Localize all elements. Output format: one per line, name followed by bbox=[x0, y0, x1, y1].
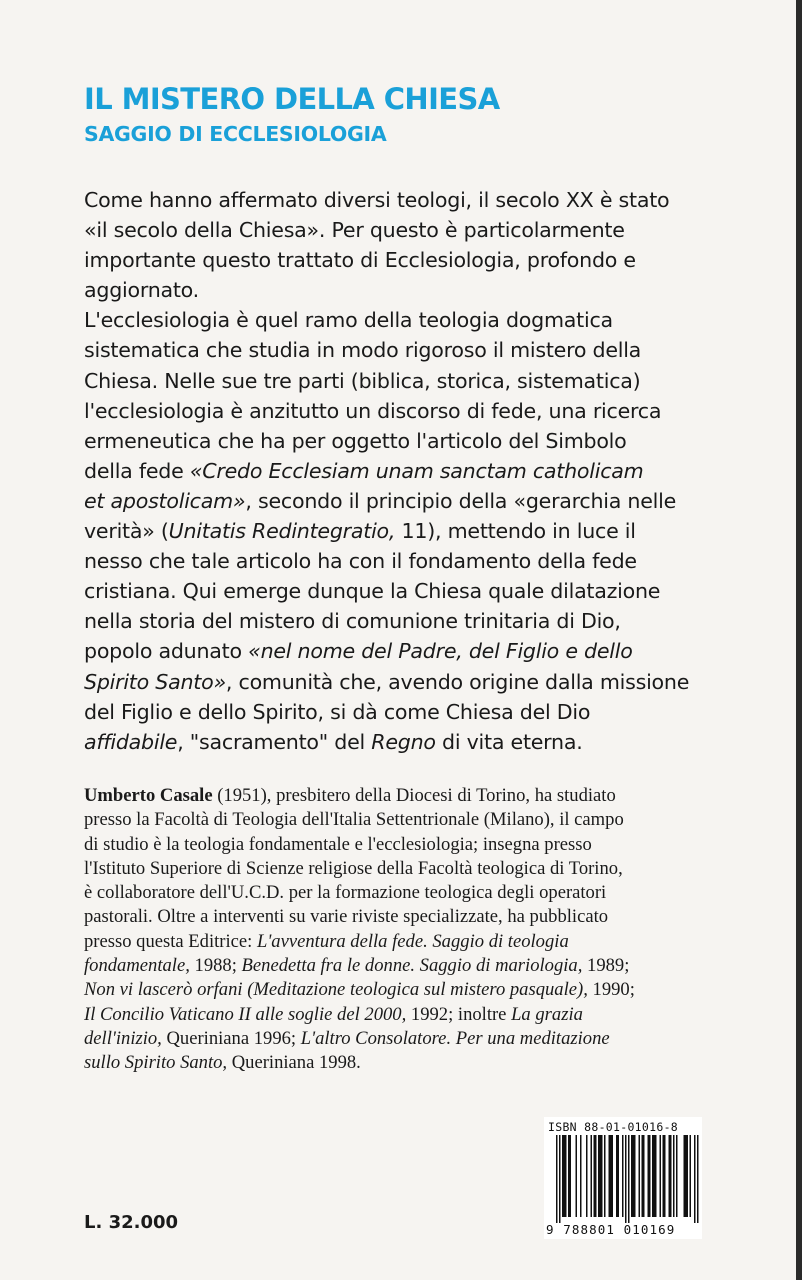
barcode-bar bbox=[676, 1135, 678, 1217]
bio-text-run: Benedetta fra le donne. Saggio di mariologia, bbox=[241, 955, 583, 977]
blurb-line bbox=[84, 426, 784, 456]
bio-text-run: Il Concilio Vaticano II alle soglie del 2000, bbox=[84, 1003, 407, 1025]
blurb-line bbox=[84, 275, 784, 305]
bio-text-run: sullo Spirito Santo, bbox=[84, 1052, 228, 1074]
bio-line bbox=[84, 881, 784, 905]
blurb-line bbox=[84, 546, 784, 576]
bio-text-run: La grazia bbox=[511, 1003, 583, 1025]
bio-line bbox=[84, 784, 784, 808]
barcode-bar bbox=[642, 1135, 644, 1217]
blurb-line bbox=[84, 667, 784, 697]
barcode-bar bbox=[684, 1135, 686, 1217]
bio-line bbox=[84, 954, 784, 978]
bio-text-run: l'Istituto Superiore di Scienze religiose della Facoltà teologica di Torino, bbox=[84, 857, 623, 879]
barcode-bar bbox=[612, 1135, 614, 1217]
page-edge bbox=[796, 0, 802, 1280]
barcode-bar bbox=[610, 1135, 612, 1217]
barcode-bar bbox=[595, 1135, 597, 1217]
blurb-line bbox=[84, 576, 784, 606]
blurb-line bbox=[84, 456, 784, 486]
barcode-bar bbox=[559, 1135, 561, 1223]
blurb-text-run: , comunità che, avendo origine dalla missione bbox=[225, 669, 690, 694]
bio-line bbox=[84, 978, 784, 1002]
bio-text-run: pastorali. Oltre a interventi su varie riviste specializzate, ha pubblicato bbox=[84, 906, 609, 928]
barcode-bar bbox=[669, 1135, 671, 1217]
blurb-line bbox=[84, 606, 784, 636]
barcode-bar bbox=[690, 1135, 692, 1217]
bio-text-run: presso questa Editrice: bbox=[84, 930, 257, 952]
blurb-text-run: «Credo Ecclesiam unam sanctam catholicam bbox=[189, 458, 644, 483]
barcode-bar bbox=[660, 1135, 662, 1217]
barcode-bar bbox=[664, 1135, 666, 1217]
bio-line bbox=[84, 833, 784, 857]
barcode-bar bbox=[670, 1135, 672, 1217]
barcode-bar bbox=[562, 1135, 564, 1217]
barcode-bar bbox=[687, 1135, 689, 1217]
blurb-text-run: della fede bbox=[84, 458, 190, 483]
bio-line bbox=[84, 905, 784, 929]
barcode-bar bbox=[697, 1135, 699, 1223]
blurb-text-run: Regno bbox=[371, 729, 436, 754]
blurb-text-run: popolo adunato bbox=[84, 639, 249, 664]
book-title: IL MISTERO DELLA CHIESA bbox=[84, 82, 500, 116]
blurb-line bbox=[84, 486, 784, 516]
bio-line bbox=[84, 808, 784, 832]
blurb-line bbox=[84, 396, 784, 426]
bio-text-run: Queriniana 1998. bbox=[227, 1052, 361, 1074]
book-subtitle: SAGGIO DI ECCLESIOLOGIA bbox=[84, 122, 387, 146]
blurb-text-run: 11), mettendo in luce il bbox=[395, 519, 636, 544]
blurb-line bbox=[84, 305, 784, 335]
blurb-text-run: «il secolo della Chiesa». Per questo è particolarmente bbox=[84, 218, 625, 243]
blurb-text-run: aggiornato. bbox=[84, 278, 199, 303]
barcode-bar bbox=[601, 1135, 603, 1217]
blurb-text-run: L'ecclesiologia è quel ramo della teologia dogmatica bbox=[84, 308, 613, 333]
barcode-bar bbox=[616, 1135, 618, 1217]
bio-text-run: di studio è la teologia fondamentale e l'ecclesiologia; insegna presso bbox=[84, 833, 592, 855]
bio-line bbox=[84, 1051, 784, 1075]
bio-text-run: L'altro Consolatore. Per una meditazione bbox=[300, 1027, 610, 1049]
bio-text-run: Umberto Casale bbox=[84, 785, 213, 806]
barcode-bar bbox=[622, 1135, 624, 1217]
bio-text-run: Queriniana 1996; bbox=[161, 1027, 301, 1049]
bio-text-run: (1951), presbitero della Diocesi di Torino, ha studiato bbox=[212, 785, 616, 806]
blurb-line bbox=[84, 335, 784, 365]
barcode-bar bbox=[591, 1135, 593, 1217]
blurb-text-run: «nel nome del Padre, del Figlio e dello bbox=[248, 639, 633, 664]
barcode-bar bbox=[633, 1135, 635, 1217]
barcode-bar bbox=[639, 1135, 641, 1217]
bio-text-run: è collaboratore dell'U.C.D. per la formazione teologica degli operatori bbox=[84, 882, 607, 904]
barcode-bar bbox=[655, 1135, 657, 1217]
bio-text-run: dell'inizio, bbox=[84, 1027, 162, 1049]
blurb-text bbox=[84, 185, 784, 757]
blurb-line bbox=[84, 636, 784, 666]
blurb-text-run: Chiesa. Nelle sue tre parti (biblica, storica, sistematica) bbox=[84, 368, 641, 393]
barcode-bar bbox=[586, 1135, 588, 1217]
blurb-text-run: nesso che tale articolo ha con il fondamento della fede bbox=[84, 549, 637, 574]
blurb-text-run: sistematica che studia in modo rigoroso il mistero della bbox=[84, 338, 642, 363]
author-bio bbox=[84, 784, 784, 1076]
barcode-bar bbox=[594, 1135, 596, 1217]
barcode-bar bbox=[580, 1135, 582, 1217]
blurb-text-run: nella storia del mistero di comunione trinitaria di Dio, bbox=[84, 609, 621, 634]
barcode-bar bbox=[570, 1135, 572, 1217]
blurb-text-run: del Figlio e dello Spirito, si dà come Chiesa del Dio bbox=[84, 699, 591, 724]
barcode-bar bbox=[600, 1135, 602, 1217]
barcode-bar bbox=[673, 1135, 675, 1217]
bio-text-run: presso la Facoltà di Teologia dell'Italia Settentrionale (Milano), il campo bbox=[84, 809, 624, 831]
blurb-text-run: cristiana. Qui emerge dunque la Chiesa quale dilatazione bbox=[84, 579, 661, 604]
blurb-text-run: , secondo il principio della «gerarchia nelle bbox=[245, 488, 677, 513]
barcode-bar bbox=[564, 1135, 566, 1217]
blurb-text-run: verità» ( bbox=[84, 519, 169, 544]
barcode-bar bbox=[685, 1135, 687, 1217]
barcode-bar bbox=[654, 1135, 656, 1217]
barcode-bar bbox=[556, 1135, 558, 1223]
blurb-line bbox=[84, 215, 784, 245]
barcode-bar bbox=[568, 1135, 570, 1217]
barcode-bar bbox=[663, 1135, 665, 1217]
barcode-bar bbox=[631, 1135, 633, 1217]
blurb-line bbox=[84, 245, 784, 275]
bio-line bbox=[84, 1027, 784, 1051]
blurb-text-run: , "sacramento" del bbox=[177, 729, 372, 754]
bio-text-run: 1992; inoltre bbox=[406, 1003, 512, 1025]
bio-text-run: 1990; bbox=[587, 979, 635, 1001]
ean-number: 9 788801 010169 bbox=[546, 1222, 676, 1237]
price-label: L. 32.000 bbox=[84, 1212, 179, 1233]
blurb-text-run: et apostolicam» bbox=[84, 488, 246, 513]
barcode-bar bbox=[643, 1135, 645, 1217]
blurb-text-run: Come hanno affermato diversi teologi, il secolo XX è stato bbox=[84, 188, 670, 212]
blurb-text-run: di vita eterna. bbox=[435, 729, 583, 754]
blurb-text-run: Spirito Santo» bbox=[84, 669, 226, 694]
bio-line bbox=[84, 857, 784, 881]
blurb-line bbox=[84, 516, 784, 546]
bio-text-run: L'avventura della fede. Saggio di teologia bbox=[256, 930, 569, 952]
barcode-bar bbox=[634, 1135, 636, 1217]
barcode-bar bbox=[649, 1135, 651, 1217]
bio-text-run: fondamentale, bbox=[84, 955, 190, 977]
bio-line bbox=[84, 1003, 784, 1027]
isbn-number: ISBN 88-01-01016-8 bbox=[548, 1120, 679, 1134]
bio-text-run: 1988; bbox=[189, 955, 242, 977]
barcode-bar bbox=[648, 1135, 650, 1217]
barcode-bar bbox=[694, 1135, 696, 1223]
blurb-text-run: affidabile bbox=[84, 729, 178, 754]
barcode bbox=[546, 1135, 702, 1223]
barcode-bar bbox=[576, 1135, 578, 1217]
barcode-bar bbox=[565, 1135, 567, 1217]
blurb-text-run: l'ecclesiologia è anzitutto un discorso di fede, una ricerca bbox=[84, 398, 662, 423]
barcode-bar bbox=[625, 1135, 627, 1223]
barcode-bar bbox=[652, 1135, 654, 1217]
bio-text-run: Non vi lascerò orfani (Meditazione teologica sul mistero pasquale), bbox=[84, 979, 588, 1001]
barcode-bar bbox=[604, 1135, 606, 1217]
bio-text-run: 1989; bbox=[582, 955, 630, 977]
bio-line bbox=[84, 930, 784, 954]
barcode-bar bbox=[598, 1135, 600, 1217]
barcode-bar bbox=[609, 1135, 611, 1217]
blurb-text-run: importante questo trattato di Ecclesiologia, profondo e bbox=[84, 248, 636, 273]
blurb-line bbox=[84, 697, 784, 727]
blurb-text-run: ermeneutica che ha per oggetto l'articolo del Simbolo bbox=[84, 428, 627, 453]
barcode-bar bbox=[628, 1135, 630, 1223]
barcode-bar bbox=[618, 1135, 620, 1217]
blurb-text-run: Unitatis Redintegratio, bbox=[168, 519, 396, 544]
blurb-line bbox=[84, 727, 784, 757]
blurb-line bbox=[84, 185, 784, 215]
blurb-line bbox=[84, 366, 784, 396]
